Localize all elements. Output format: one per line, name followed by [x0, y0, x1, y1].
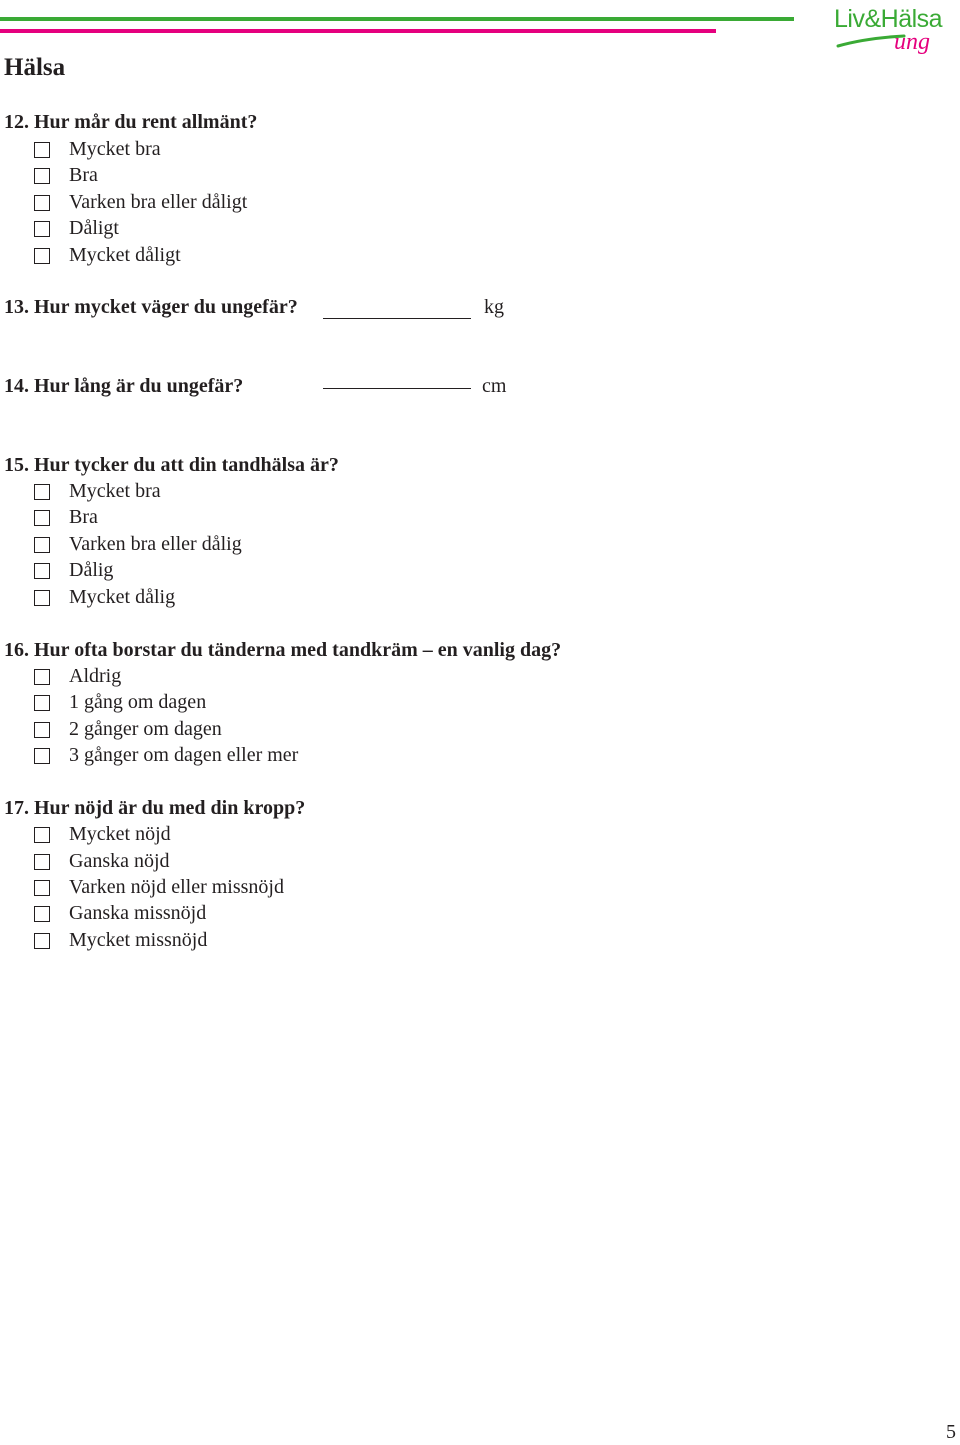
checkbox[interactable] [34, 854, 50, 870]
option-label: Dåligt [69, 217, 119, 239]
checkbox[interactable] [34, 880, 50, 896]
question-15: 15. Hur tycker du att din tandhälsa är? [4, 454, 339, 476]
height-answer-line[interactable] [323, 388, 471, 389]
logo-wordmark-halsa: Hälsa [880, 5, 943, 33]
checkbox[interactable] [34, 168, 50, 184]
question-12: 12. Hur mår du rent allmänt? [4, 111, 258, 133]
checkbox[interactable] [34, 669, 50, 685]
option-label: Mycket missnöjd [69, 929, 208, 951]
option-label: 2 gånger om dagen [69, 718, 222, 740]
question-16: 16. Hur ofta borstar du tänderna med tandkräm – en vanlig dag? [4, 639, 562, 661]
option-label: 1 gång om dagen [69, 691, 207, 713]
question-14: 14. Hur lång är du ungefär? [4, 375, 244, 397]
checkbox[interactable] [34, 248, 50, 264]
checkbox[interactable] [34, 195, 50, 211]
option-label: Varken bra eller dåligt [69, 191, 248, 213]
logo-wordmark-liv: Liv& [834, 5, 881, 33]
option-label: 3 gånger om dagen eller mer [69, 744, 299, 766]
height-unit: cm [482, 375, 507, 397]
header-magenta-rule [0, 29, 716, 33]
option-label: Bra [69, 506, 98, 528]
question-17: 17. Hur nöjd är du med din kropp? [4, 797, 306, 819]
checkbox[interactable] [34, 142, 50, 158]
question-13: 13. Hur mycket väger du ungefär? [4, 296, 298, 318]
option-label: Bra [69, 164, 98, 186]
weight-answer-line[interactable] [323, 318, 471, 319]
option-label: Ganska nöjd [69, 850, 170, 872]
checkbox[interactable] [34, 537, 50, 553]
option-label: Mycket dålig [69, 586, 176, 608]
option-label: Ganska missnöjd [69, 902, 207, 924]
option-label: Mycket nöjd [69, 823, 171, 845]
weight-unit: kg [484, 296, 504, 318]
checkbox[interactable] [34, 695, 50, 711]
checkbox[interactable] [34, 827, 50, 843]
header-green-rule [0, 17, 794, 21]
option-label: Dålig [69, 559, 114, 581]
option-label: Mycket bra [69, 138, 161, 160]
option-label: Mycket bra [69, 480, 161, 502]
section-title: Hälsa [4, 54, 66, 81]
option-label: Varken nöjd eller missnöjd [69, 876, 284, 898]
checkbox[interactable] [34, 722, 50, 738]
checkbox[interactable] [34, 590, 50, 606]
checkbox[interactable] [34, 748, 50, 764]
option-label: Mycket dåligt [69, 244, 181, 266]
livhalsa-ung-logo [834, 4, 950, 60]
checkbox[interactable] [34, 510, 50, 526]
option-label: Varken bra eller dålig [69, 533, 242, 555]
checkbox[interactable] [34, 484, 50, 500]
checkbox[interactable] [34, 221, 50, 237]
checkbox[interactable] [34, 563, 50, 579]
page-number: 5 [946, 1421, 956, 1443]
option-label: Aldrig [69, 665, 122, 687]
checkbox[interactable] [34, 906, 50, 922]
checkbox[interactable] [34, 933, 50, 949]
logo-subtitle: ung [894, 29, 930, 55]
